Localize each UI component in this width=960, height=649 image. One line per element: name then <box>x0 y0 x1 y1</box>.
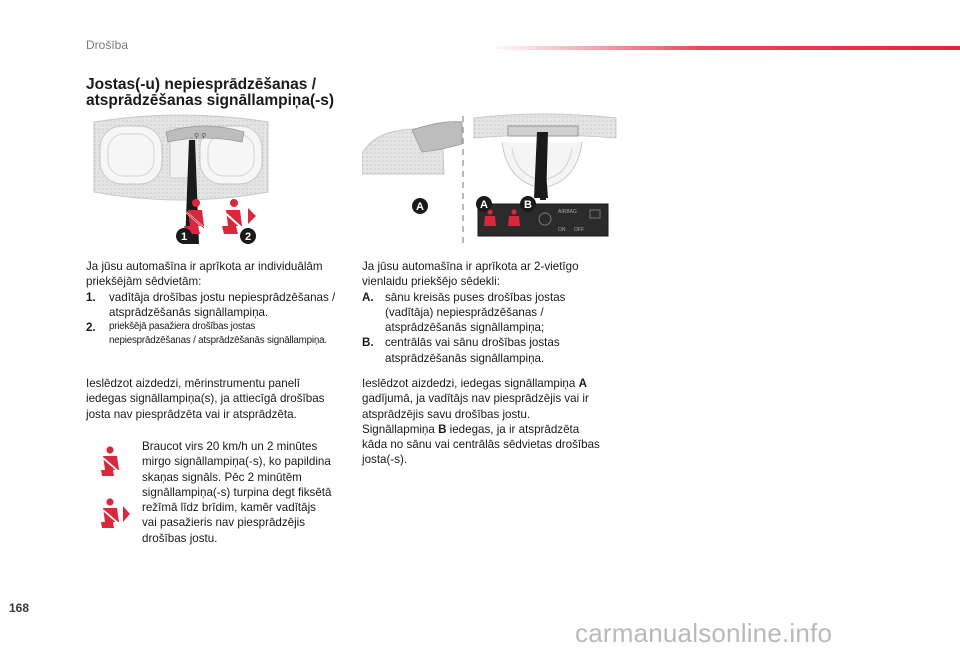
right-ignition-line <box>362 422 642 437</box>
page-title <box>86 77 334 109</box>
seatbelt-icons-1-2 <box>176 196 266 246</box>
speed-line: režīmā līdz brīdim, kamēr vadītājs <box>142 501 316 515</box>
list-item-text: vadītāja drošības jostu nepiesprādzēšanas / <box>109 290 336 304</box>
list-item-text: atsprādzēšanās signāllampiņa. <box>109 305 269 319</box>
list-item <box>86 320 358 347</box>
right-intro <box>362 259 642 366</box>
left-ignition-line: Ieslēdzot aizdedzi, mērinstrumentu panelī <box>86 377 300 390</box>
left-ignition-line: iedegas signāllampiņa(s), ja attiecīgā drošības <box>86 392 325 406</box>
right-ignition-line: atsprādzējis savu drošības jostu. <box>362 407 531 421</box>
seatbelt-airbag-panel <box>478 204 608 236</box>
right-ignition-line: gadījumā, ja vadītājs nav piesprādzējis vai ir <box>362 392 589 406</box>
list-item-label: B. <box>362 336 374 350</box>
right-ignition-line: josta(-s). <box>362 453 408 467</box>
list-item-text: priekšējā pasažiera drošības jostas <box>109 321 256 333</box>
speed-seatbelt-icons <box>96 444 136 528</box>
list-item-text: nepiesprādzēšanas / atsprādzēšanās signāllampiņa. <box>109 334 327 346</box>
list-item <box>362 290 642 336</box>
right-intro-line-1: Ja jūsu automašīna ir aprīkota ar 2-vietīgo <box>362 260 579 273</box>
left-ignition-line: josta nav piesprādzēta vai ir atsprādzēta. <box>86 407 297 421</box>
callout-2-label: 2 <box>244 231 252 243</box>
right-item-list <box>362 290 642 366</box>
left-ignition-paragraph <box>86 376 358 422</box>
speed-paragraph <box>142 439 364 546</box>
svg-text:⚲ ⚲: ⚲ ⚲ <box>194 133 207 140</box>
speed-line: mirgo signāllampiņa(-s), ko papildina <box>142 455 331 469</box>
speed-line: signāllampiņa(-s) turpina degt fiksētā <box>142 485 332 499</box>
callout-b-left <box>476 196 492 212</box>
overhead-console-figure <box>362 112 618 250</box>
panel-airbag-word: AIRBAG <box>558 209 577 215</box>
right-ignition-text: iedegas, ja ir atsprādzēta <box>446 422 580 436</box>
list-item <box>86 290 358 321</box>
right-ignition-paragraph <box>362 376 642 468</box>
section-title: Drošība <box>86 38 129 52</box>
list-item-text: centrālās vai sānu drošības jostas <box>385 336 560 350</box>
callout-2 <box>240 228 256 244</box>
list-item-text: atsprādzēšanās signāllampiņa; <box>385 321 545 335</box>
lamp-b-ref: B <box>438 422 447 436</box>
left-intro <box>86 259 358 347</box>
lamp-a-ref: A <box>578 377 587 390</box>
speed-line: drošības jostu. <box>142 531 218 545</box>
list-item-label: 1. <box>86 290 96 304</box>
panel-on-word: ON <box>558 227 566 233</box>
speed-line: Braucot virs 20 km/h un 2 minūtes <box>142 440 318 453</box>
callout-1 <box>176 228 192 244</box>
panel-off-word: OFF <box>574 227 584 233</box>
left-item-list <box>86 290 358 348</box>
list-item-text: sānu kreisās puses drošības jostas <box>385 290 566 304</box>
callout-a-label: A <box>416 201 424 213</box>
list-item <box>362 335 642 366</box>
list-item-label: 2. <box>86 321 96 335</box>
left-intro-line-2: priekšējām sēdvietām: <box>86 275 202 289</box>
header-accent-bar <box>490 46 960 50</box>
seatbelt-icon-small-1 <box>101 446 119 476</box>
page-title-line-2: atsprādzēšanas signāllampiņa(-s) <box>86 92 335 109</box>
page-title-line-1: Jostas(-u) nepiesprādzēšanas / <box>86 76 316 93</box>
speed-line: skaņas signāls. Pēc 2 minūtēm <box>142 470 302 484</box>
callout-a-label-2: A <box>480 199 488 211</box>
right-ignition-line: kāda no sānu vai centrālās sēdvietas drošības <box>362 438 600 452</box>
callout-b <box>520 196 536 212</box>
callout-b-label: B <box>524 199 532 211</box>
page-number: 168 <box>9 601 30 615</box>
speed-line: vai pasažieris nav piesprādzējis <box>142 516 306 530</box>
right-intro-line-2: vienlaidu priekšējo sēdekli: <box>362 275 500 289</box>
right-ignition-text: Signāllapmiņa <box>362 422 439 436</box>
right-ignition-line <box>362 376 642 391</box>
seatbelt-icon-small-2 <box>101 498 130 528</box>
list-item-label: A. <box>362 290 374 304</box>
watermark: carmanualsonline.info <box>575 618 833 648</box>
left-intro-line-1: Ja jūsu automašīna ir aprīkota ar individuālām <box>86 260 323 273</box>
right-ignition-text: Ieslēdzot aizdedzi, iedegas signāllampiņa <box>362 377 579 390</box>
list-item-text: atsprādzēšanās signāllampiņa. <box>385 351 545 365</box>
callout-1-label: 1 <box>180 231 188 243</box>
list-item-text: (vadītāja) nepiesprādzēšanas / <box>385 305 544 319</box>
callout-a <box>412 198 428 214</box>
